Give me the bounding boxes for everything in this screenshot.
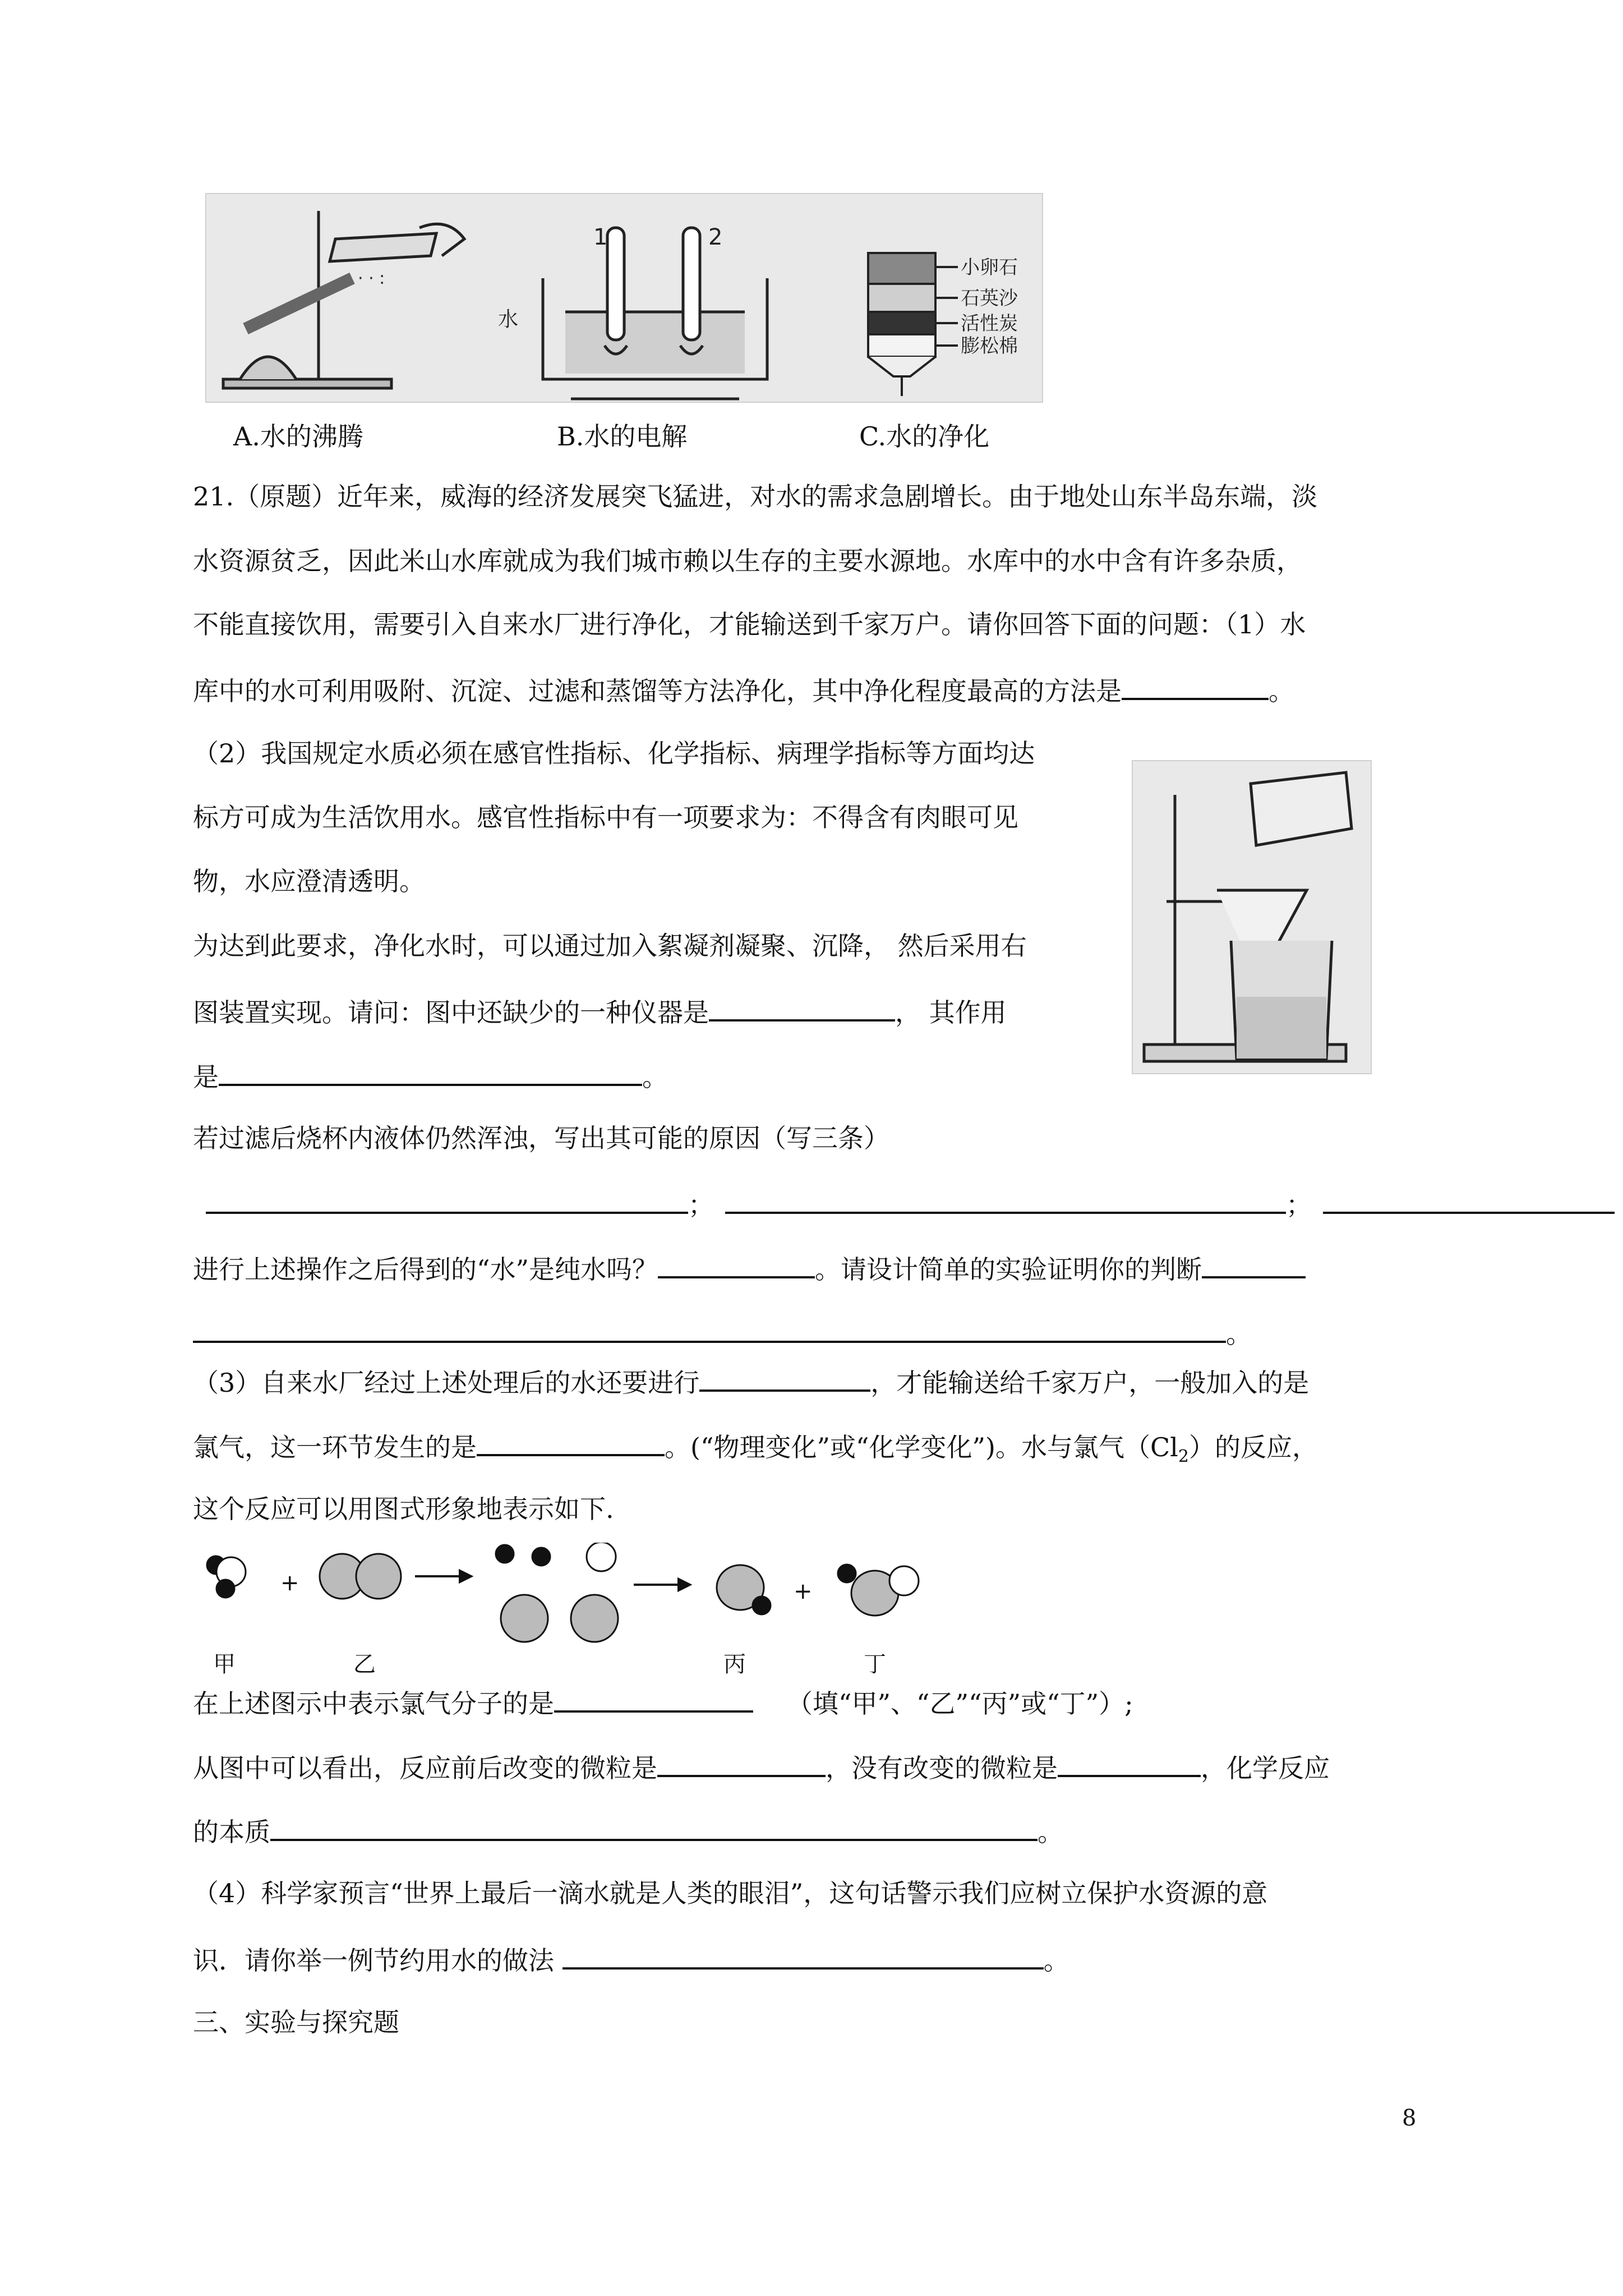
part-2-line-5-after: ， 其作用 — [895, 997, 1007, 1028]
svg-text:· · :: · · : — [358, 269, 385, 288]
reaction-diagram — [185, 1543, 970, 1711]
part-3-line-5 — [193, 1752, 1330, 1781]
answer-blank-change-type[interactable] — [477, 1432, 665, 1456]
water-label: 水 — [498, 308, 519, 331]
answer-blank-is-pure[interactable] — [658, 1254, 815, 1278]
tube-2-label: 2 — [708, 224, 723, 250]
part-3-line-5-text: 从图中可以看出，反应前后改变的微粒是 — [193, 1753, 657, 1783]
separator-2: ； — [1286, 1190, 1312, 1220]
part-4-line-2-text: 识．请你举一例节约用水的做法 — [193, 1945, 562, 1976]
label-yi: 乙 — [353, 1651, 376, 1677]
part-3-line-6-text: 的本质 — [193, 1817, 270, 1847]
answer-blank-missing-instrument[interactable] — [709, 997, 895, 1022]
part-3-line-6 — [193, 1816, 1063, 1845]
caption-electrolysis: B.水的电解 — [557, 421, 688, 452]
part-2-line-6 — [193, 1061, 668, 1090]
answer-blank-purest-method[interactable] — [1122, 675, 1269, 700]
separated-atoms-icon — [496, 1543, 618, 1642]
part-4-line-1: （4）科学家预言“世界上最后一滴水就是人类的眼泪”，这句话警示我们应树立保护水资源的意 — [193, 1878, 1268, 1908]
part-3-line-2-end: ）的反应， — [1188, 1432, 1318, 1462]
part-3-line-4 — [193, 1688, 1133, 1717]
part-3-line-1 — [193, 1367, 1309, 1396]
part-2-line-6-text: 是 — [193, 1062, 219, 1092]
part-3-line-1-text: （3）自来水厂经过上述处理后的水还要进行 — [193, 1368, 700, 1398]
answer-blank-disinfection[interactable] — [699, 1367, 870, 1392]
answer-blank-experiment[interactable] — [193, 1318, 1226, 1343]
filter-label-sand: 石英沙 — [961, 287, 1018, 310]
water-filter-illustration — [868, 253, 958, 396]
answer-blank-save-water[interactable] — [562, 1945, 1044, 1970]
filter-label-carbon: 活性炭 — [961, 312, 1018, 335]
part-3-line-4-after: （填“甲”、“乙”“丙”或“丁”）; — [787, 1688, 1133, 1719]
end-mark: 。 — [1226, 1319, 1252, 1349]
reaction-arrow-icon-2 — [634, 1579, 690, 1590]
answer-blank-unchanged-particle[interactable] — [1058, 1752, 1201, 1777]
cl2-subscript: 2 — [1178, 1447, 1189, 1467]
chlorine-molecule-icon — [320, 1554, 401, 1599]
end-mark: 。 — [642, 1062, 668, 1092]
question-21-line-3: 不能直接饮用，需要引入自来水厂进行净化，才能输送到千家万户。请你回答下面的问题：（1）水 — [193, 609, 1306, 639]
part-3-line-2-after: 。(“物理变化”或“化学变化”)。水与氯气（Cl — [665, 1432, 1178, 1462]
pure-water-text: 进行上述操作之后得到的“水”是纯水吗？ — [193, 1254, 658, 1285]
part-2-line-2: 标方可成为生活饮用水。感官性指标中有一项要求为：不得含有肉眼可见 — [193, 802, 1018, 832]
part-3-line-5-after: ，化学反应 — [1201, 1753, 1330, 1783]
label-jia: 甲 — [213, 1651, 236, 1677]
hclo-molecule-icon — [838, 1565, 919, 1616]
part-3-line-4-text: 在上述图示中表示氯气分子的是 — [193, 1688, 554, 1719]
plus-sign-2: + — [794, 1579, 813, 1604]
electrolysis-apparatus-illustration — [543, 228, 767, 399]
question-21-line-2: 水资源贫乏，因此米山水库就成为我们城市赖以生存的主要水源地。水库中的水中含有许多杂质， — [193, 546, 1302, 576]
answer-blank-chlorine-molecule[interactable] — [554, 1688, 753, 1713]
end-mark: 。 — [1038, 1817, 1063, 1847]
label-bing: 丙 — [723, 1651, 746, 1677]
part-4-line-2 — [193, 1945, 1069, 1976]
part-2-reasons-prompt: 若过滤后烧杯内液体仍然浑浊，写出其可能的原因（写三条） — [193, 1123, 889, 1153]
caption-boiling: A.水的沸腾 — [233, 421, 363, 452]
question-21-line-4-text: 库中的水可利用吸附、沉淀、过滤和蒸馏等方法净化，其中净化程度最高的方法是 — [193, 676, 1122, 706]
part-3-line-1-after: ，才能输送给千家万户，一般加入的是 — [870, 1368, 1310, 1398]
part-3-line-2 — [193, 1432, 1318, 1465]
plus-sign-1: + — [280, 1570, 299, 1596]
part-3-line-5-mid: ，没有改变的微粒是 — [826, 1753, 1058, 1783]
answer-blank-reason-3[interactable] — [1323, 1189, 1615, 1214]
experiment-illustrations — [206, 194, 1042, 402]
tube-1-label: 1 — [593, 224, 608, 250]
section-title: 三、实验与探究题 — [193, 2007, 399, 2037]
part-3-line-2-text: 氯气，这一环节发生的是 — [193, 1432, 477, 1462]
page-number: 8 — [1402, 2105, 1417, 2131]
part-2-line-1: （2）我国规定水质必须在感官性指标、化学指标、病理学指标等方面均达 — [193, 738, 1035, 769]
part-3-line-3: 这个反应可以用图式形象地表示如下. — [193, 1494, 614, 1524]
separator-1: ； — [688, 1190, 714, 1220]
reaction-arrow-icon — [415, 1571, 471, 1582]
label-ding: 丁 — [864, 1651, 886, 1677]
filter-label-cotton: 膨松棉 — [961, 335, 1018, 357]
pure-water-after: 。请设计简单的实验证明你的判断 — [815, 1254, 1202, 1285]
caption-purification: C.水的净化 — [859, 421, 990, 452]
figure-water-experiments — [205, 193, 1043, 403]
pure-water-question — [193, 1254, 1306, 1285]
answer-blank-reaction-essence[interactable] — [270, 1816, 1038, 1841]
question-21-line-4 — [193, 675, 1294, 704]
answer-blank-instrument-function[interactable] — [219, 1061, 642, 1086]
water-molecule-icon — [207, 1556, 246, 1598]
answer-blank-changed-particle[interactable] — [657, 1752, 826, 1777]
answer-blank-experiment-start[interactable] — [1202, 1254, 1306, 1278]
part-2-line-5 — [193, 997, 1007, 1028]
end-mark: 。 — [1043, 1945, 1069, 1976]
answer-blank-reason-1[interactable] — [206, 1189, 688, 1214]
filter-label-pebbles: 小卵石 — [961, 256, 1018, 279]
boiling-apparatus-illustration — [223, 211, 464, 388]
figure-filtration-apparatus — [1132, 760, 1372, 1074]
part-2-line-4: 为达到此要求，净化水时，可以通过加入絮凝剂凝聚、沉降， 然后采用右 — [193, 931, 1027, 961]
end-mark: 。 — [1269, 676, 1294, 706]
part-2-line-5-text: 图装置实现。请问：图中还缺少的一种仪器是 — [193, 997, 709, 1028]
answer-blank-reason-2[interactable] — [725, 1189, 1286, 1214]
question-21-line-1: 21.（原题）近年来，威海的经济发展突飞猛进，对水的需求急剧增长。由于地处山东半岛东端，淡 — [193, 481, 1318, 512]
reasons-line — [206, 1189, 1615, 1218]
experiment-line — [193, 1318, 1252, 1347]
part-2-line-3: 物，水应澄清透明。 — [193, 866, 425, 896]
hcl-molecule-icon — [717, 1565, 771, 1614]
filtration-apparatus-illustration — [1133, 761, 1371, 1073]
